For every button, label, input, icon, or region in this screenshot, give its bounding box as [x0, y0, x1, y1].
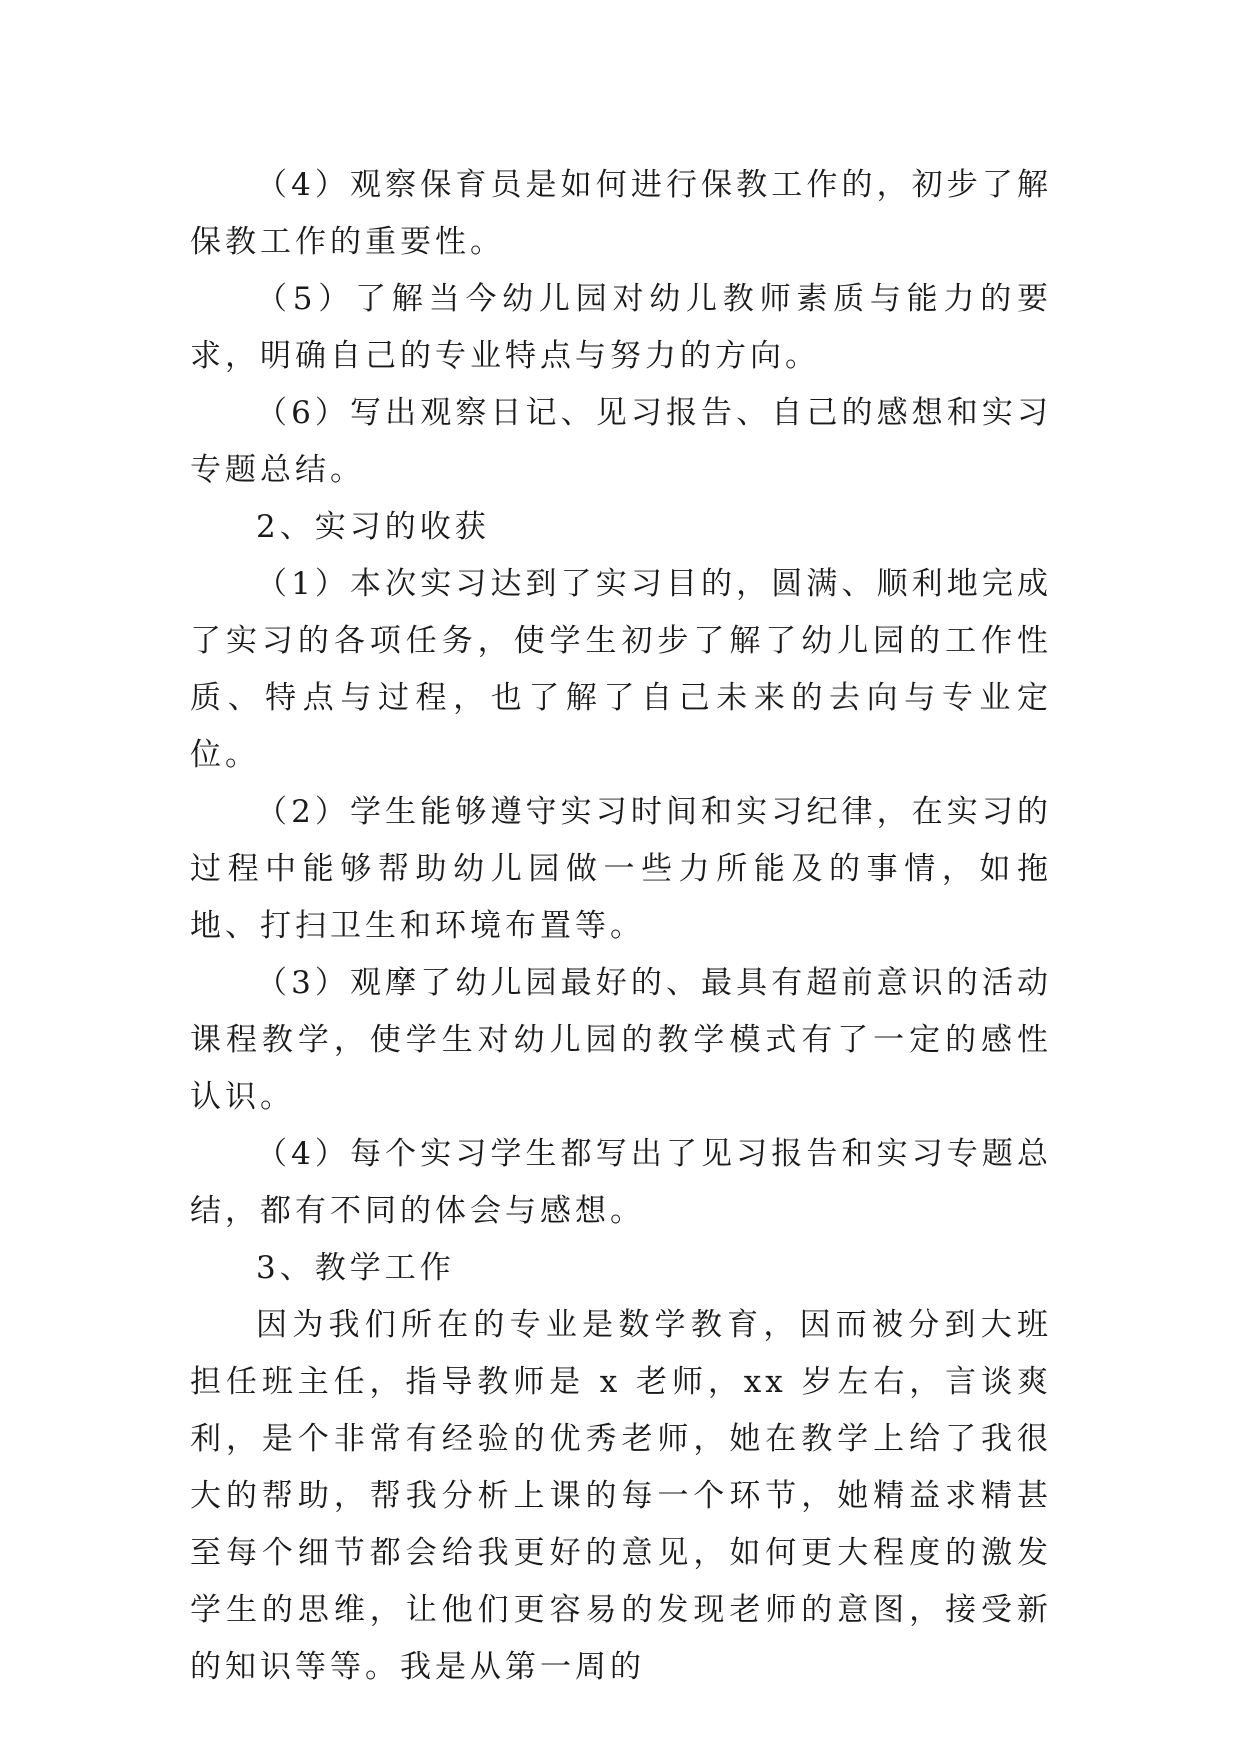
paragraph-teaching-work: 因为我们所在的专业是数学教育，因而被分到大班担任班主任，指导教师是 x 老师，xx 岁左右，言谈爽利，是个非常有经验的优秀老师，她在教学上给了我很大的帮助，帮我分析上课的每一个环节，她精益求精甚至每个细节都会给我更好的意见，如何更大程度的激发学生的思维，让他们更容易的发现老师的意图，接受新的知识等等。我是从第一周的: [190, 1307, 1052, 1685]
paragraph-harvest-4: （4）每个实习学生都写出了见习报告和实习专题总结，都有不同的体会与感想。: [190, 1136, 1052, 1229]
section-heading-harvest: 2、实习的收获: [256, 509, 490, 545]
paragraph-observe-caregiver: （4）观察保育员是如何进行保教工作的，初步了解保教工作的重要性。: [190, 167, 1052, 260]
section-heading-teaching: 3、教学工作: [256, 1250, 455, 1286]
paragraph-harvest-1: （1）本次实习达到了实习目的，圆满、顺利地完成了实习的各项任务，使学生初步了解了幼儿园的工作性质、特点与过程，也了解了自己未来的去向与专业定位。: [190, 566, 1052, 773]
paragraph-harvest-2: （2）学生能够遵守实习时间和实习纪律，在实习的过程中能够帮助幼儿园做一些力所能及的事情，如拖地、打扫卫生和环境布置等。: [190, 794, 1052, 944]
document-body: [190, 157, 1052, 1696]
paragraph-harvest-3: （3）观摩了幼儿园最好的、最具有超前意识的活动课程教学，使学生对幼儿园的教学模式有了一定的感性认识。: [190, 965, 1052, 1115]
paragraph-understand-requirements: （5）了解当今幼儿园对幼儿教师素质与能力的要求，明确自己的专业特点与努力的方向。: [190, 281, 1052, 374]
paragraph-write-reports: （6）写出观察日记、见习报告、自己的感想和实习专题总结。: [190, 395, 1052, 488]
